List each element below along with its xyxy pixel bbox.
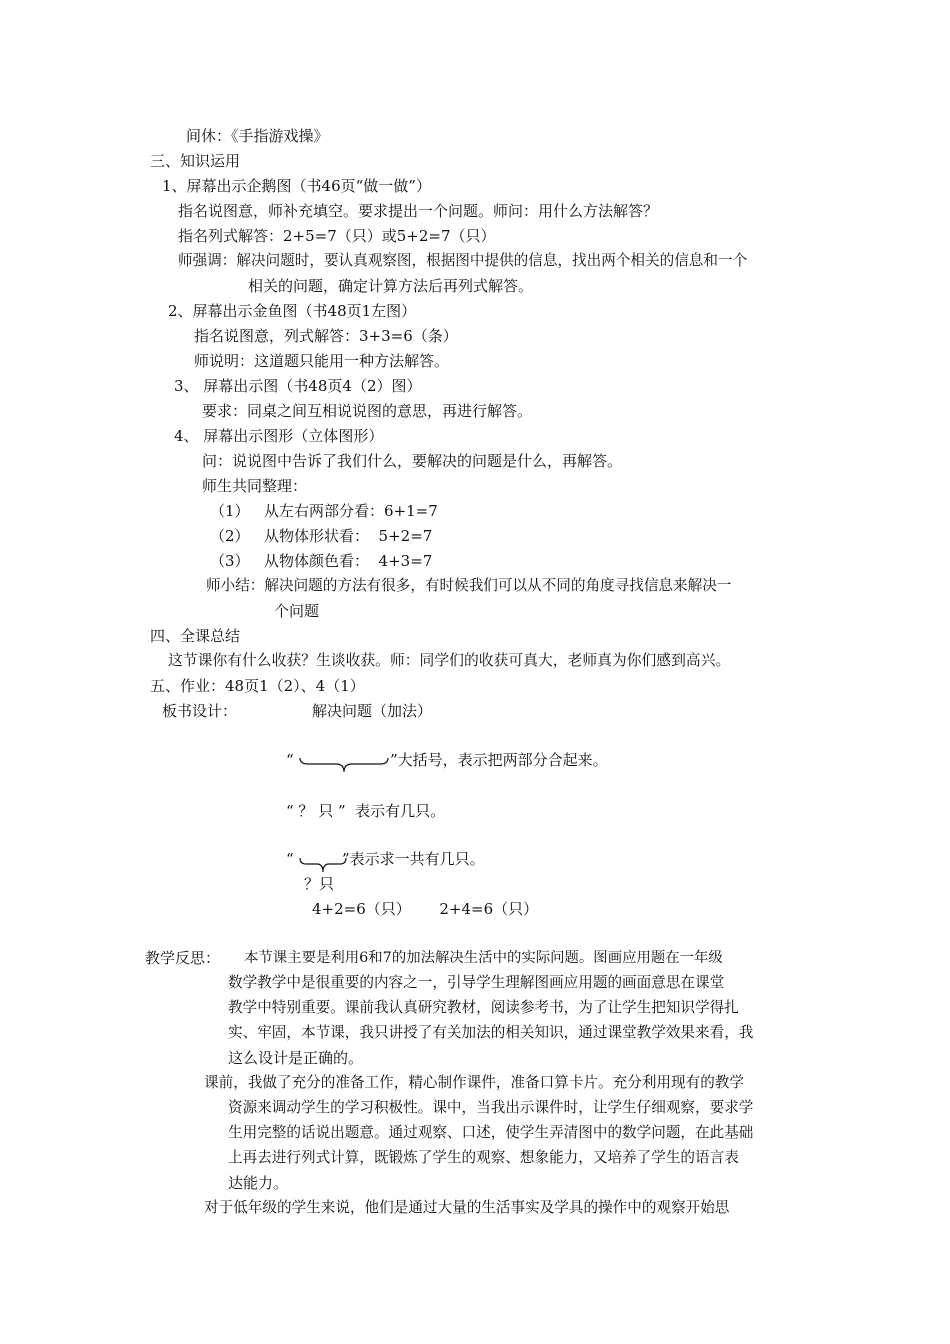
board-label: 板书设计： (162, 702, 238, 720)
curly-brace-icon (298, 752, 390, 776)
item-2-title: 2、屏幕出示金鱼图（书48页1左图） (168, 302, 417, 320)
reflection-p2-line-2: 资源来调动学生的学习积极性。课中，当我出示课件时，让学生仔细观察，要求学 (228, 1099, 754, 1116)
reflection-p1-line-1: 本节课主要是利用6和7的加法解决生活中的实际问题。图画应用题在一年级 (244, 950, 723, 966)
item-3-title: 3、 屏幕出示图（书48页4（2）图） (174, 377, 422, 395)
reflection-p1-line-4: 实、牢固，本节课，我只讲授了有关加法的相关知识，通过课堂教学效果来看，我 (228, 1024, 754, 1041)
curly-brace-icon (298, 852, 348, 876)
reflection-p2-line-3: 生用完整的话说出题意。通过观察、口述，使学生弄清图中的数学问题，在此基础 (228, 1124, 754, 1141)
point-1-number: （1） (210, 502, 250, 520)
reflection-p2-line-4: 上再去进行列式计算，既锻炼了学生的观察、想象能力，又培养了学生的语言表 (228, 1149, 739, 1166)
board-line-3-text: ”表示求一共有几只。 (342, 850, 485, 868)
item-1-line-1: 指名说图意，师补充填空。要求提出一个问题。师问：用什么方法解答？ (178, 202, 659, 220)
item-1-line-3: 师强调：解决问题时，要认真观察图，根据图中提供的信息，找出两个相关的信息和一个 (178, 252, 748, 269)
reflection-p1-line-3: 教学中特别重要。课前我认真研究教材，阅读参考书，为了让学生把知识学得扎 (228, 999, 739, 1016)
board-line-3-open: “ (286, 850, 294, 868)
section-3-heading: 三、知识运用 (150, 152, 241, 170)
reflection-p3-line-1: 对于低年级的学生来说，他们是通过大量的生活事实及学具的操作中的观察开始思 (204, 1199, 730, 1216)
item-4-summary-1: 师小结：解决问题的方法有很多，有时候我们可以从不同的角度寻找信息来解决一 (206, 577, 732, 594)
board-line-3-sub: ？只 (304, 875, 335, 893)
item-1-title: 1、屏幕出示企鹅图（书46页“做一做”） (162, 177, 431, 195)
item-2-line-2: 师说明：这道题只能用一种方法解答。 (194, 352, 450, 370)
item-4-line-1: 问：说说图中告诉了我们什么，要解决的问题是什么，再解答。 (202, 452, 623, 470)
point-2-text: 从物体形状看： 5+2=7 (264, 527, 433, 545)
item-1-line-4: 相关的问题，确定计算方法后再列式解答。 (248, 277, 534, 295)
item-3-line-1: 要求：同桌之间互相说说图的意思，再进行解答。 (202, 402, 533, 420)
item-1-line-2: 指名列式解答：2+5=7（只）或5+2=7（只） (178, 227, 496, 245)
board-line-1-open: “ (286, 751, 294, 769)
reflection-p2-line-1: 课前，我做了充分的准备工作，精心制作课件，准备口算卡片。充分利用现有的教学 (204, 1074, 744, 1091)
board-line-1-text: ”大括号，表示把两部分合起来。 (390, 751, 608, 769)
board-title: 解决问题（加法） (312, 702, 433, 720)
reflection-p1-line-2: 数学教学中是很重要的内容之一，引导学生理解图画应用题的画面意思在课堂 (228, 974, 725, 991)
point-3-number: （3） (210, 552, 250, 570)
section-5-heading: 五、作业：48页1（2）、4（1） (150, 677, 365, 695)
point-3-text: 从物体颜色看： 4+3=7 (264, 552, 433, 570)
reflection-label: 教学反思： (145, 949, 221, 967)
section-4-heading: 四、全课总结 (150, 627, 241, 645)
point-1-text: 从左右两部分看：6+1=7 (264, 502, 438, 520)
item-4-title: 4、 屏幕出示图形（立体图形） (174, 427, 384, 445)
item-4-summary-2: 个问题 (274, 602, 320, 620)
item-4-line-2: 师生共同整理： (202, 477, 308, 495)
reflection-p2-line-5: 达能力。 (228, 1174, 289, 1192)
section-4-text: 这节课你有什么收获？生谈收获。师：同学们的收获可真大，老师真为你们感到高兴。 (168, 652, 731, 669)
board-line-2: “ ？ 只 ” 表示有几只。 (286, 802, 446, 820)
point-2-number: （2） (210, 527, 250, 545)
break-line: 间休：《手指游戏操》 (186, 127, 329, 145)
reflection-p1-line-5: 这么设计是正确的。 (228, 1049, 364, 1067)
board-equations: 4+2=6（只） 2+4=6（只） (312, 900, 539, 918)
item-2-line-1: 指名说图意，列式解答：3+3=6（条） (194, 327, 458, 345)
